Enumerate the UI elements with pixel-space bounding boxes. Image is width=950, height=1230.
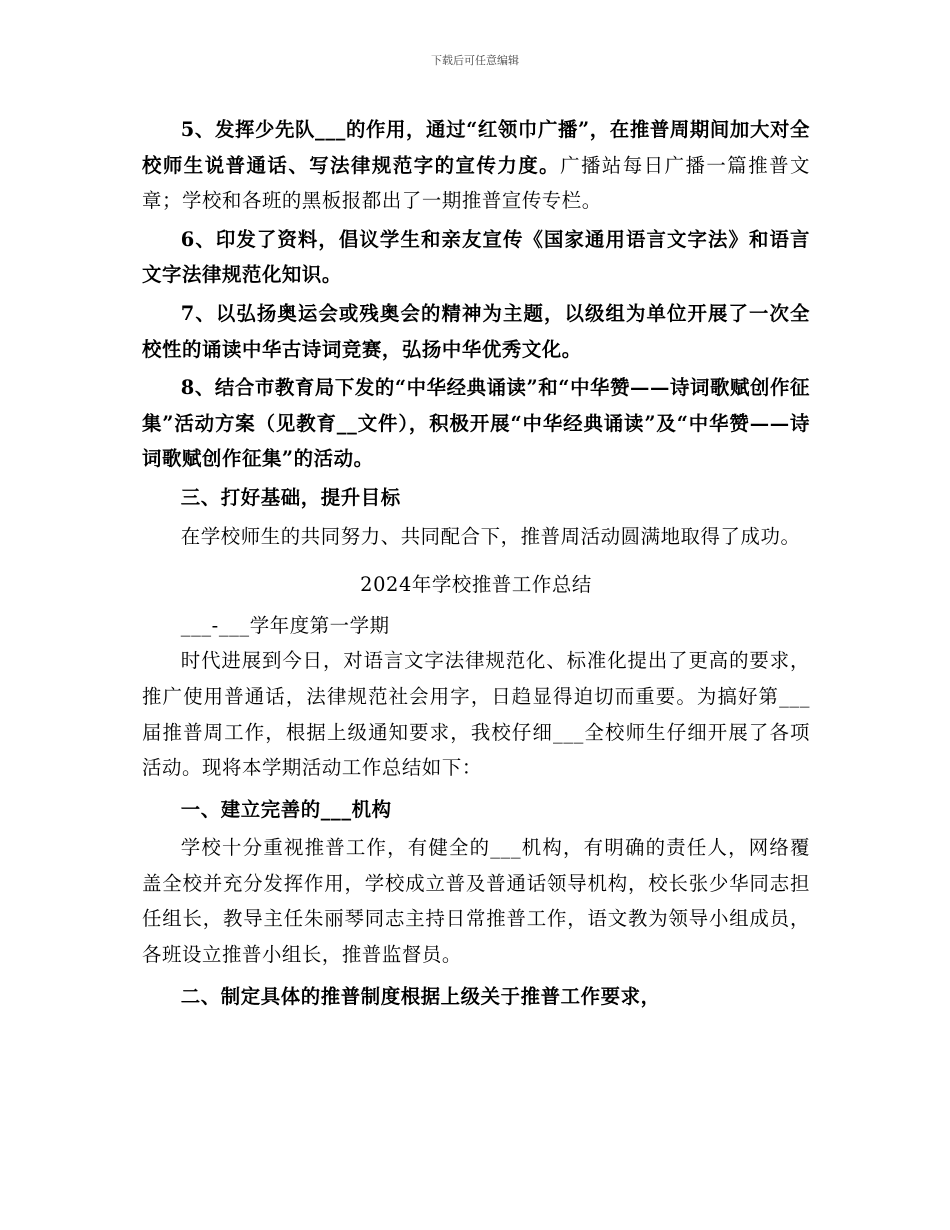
item-5-normal-text: 广播站每日广播一篇推普文章；学校和各班的黑板报都出了一期推普宣传专栏。 — [142, 153, 811, 213]
item-5-bold-text: 5、发挥少先队___的作用，通过“红领巾广播”，在推普周期间加大对全校师生说普通话、写法律规范字的宣传力度。 — [142, 118, 810, 177]
intro-paragraph: 时代进展到今日，对语言文字法律规范化、标准化提出了更高的要求，推广使用普通话，法律规范社会用字，日趋显得迫切而重要。为搞好第___届推普周工作，根据上级通知要求，我校仔细___全校师生仔细开展了各项活动。现将本学期活动工作总结如下： — [142, 649, 810, 780]
section-3-body: 在学校师生的共同努力、共同配合下，推普周活动圆满地取得了成功。 — [180, 524, 801, 548]
semester-line: ___-___学年度第一学期 — [180, 613, 390, 637]
paragraph-item-7: 7、以弘扬奥运会或残奥会的精神为主题，以级组为单位开展了一次全校性的诵读中华古诗词竞赛，弘扬中华优秀文化。 — [142, 301, 810, 361]
section-1-body: 学校十分重视推普工作，有健全的___机构，有明确的责任人，网络覆盖全校并充分发挥作用，学校成立普及普通话领导机构，校长张少华同志担任组长，教导主任朱丽琴同志主持日常推普工作，语文教为领导小组成员，各班设立推普小组长，推普监督员。 — [142, 836, 810, 967]
page-header: 下载后可任意编辑 — [431, 54, 519, 67]
document-body — [142, 112, 810, 1014]
document-title: 2024年学校推普工作总结 — [360, 573, 592, 597]
paragraph-item-5 — [142, 112, 810, 219]
section-3-heading: 三、打好基础，提升目标 — [180, 485, 401, 509]
section-1-heading: 一、建立完善的___机构 — [180, 797, 392, 821]
section-2-heading: 二、制定具体的推普制度根据上级关于推普工作要求， — [180, 984, 661, 1008]
paragraph-item-8: 8、结合市教育局下发的“中华经典诵读”和“中华赞——诗词歌赋创作征集”活动方案（见教育__文件），积极开展“中华经典诵读”及“中华赞——诗词歌赋创作征集”的活动。 — [142, 376, 810, 471]
paragraph-item-6: 6、印发了资料，倡议学生和亲友宣传《国家通用语言文字法》和语言文字法律规范化知识。 — [142, 227, 810, 287]
